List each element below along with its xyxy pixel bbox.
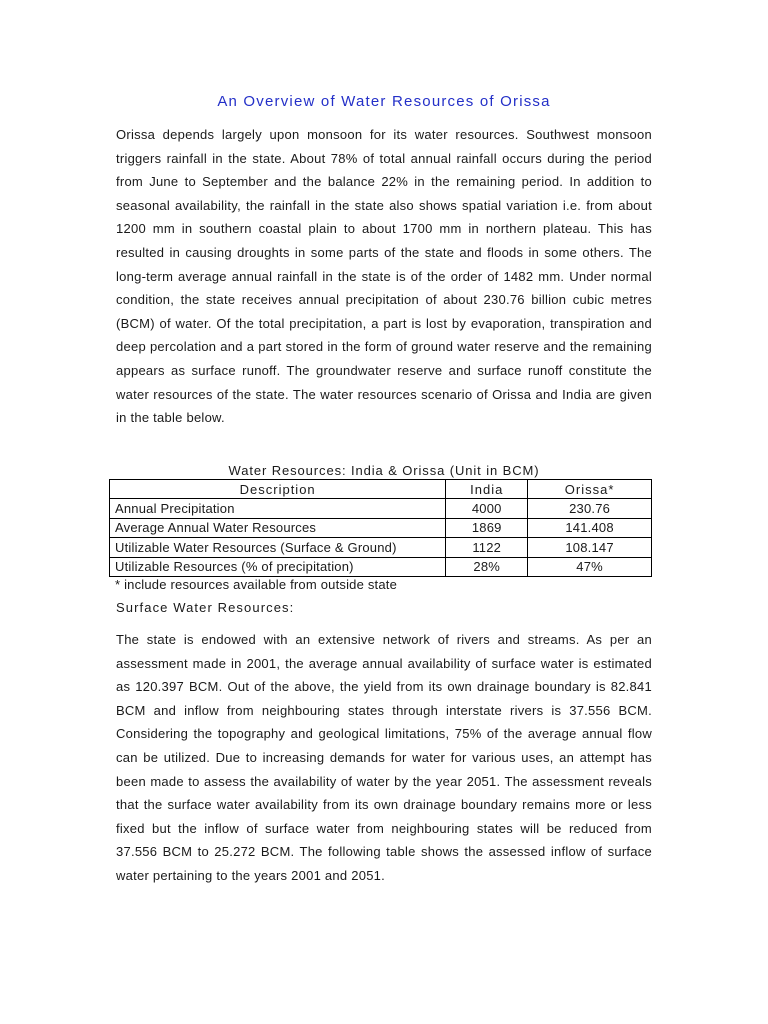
row-orissa-value: 230.76 <box>528 499 652 518</box>
row-orissa-value: 141.408 <box>528 518 652 537</box>
table-row <box>110 518 652 537</box>
row-india-value: 4000 <box>446 499 528 518</box>
row-india-value: 1869 <box>446 518 528 537</box>
column-header-description: Description <box>110 480 446 499</box>
surface-water-paragraph: The state is endowed with an extensive network of rivers and streams. As per an assessment made in 2001, the average annual availability of surface water is estimated as 120.397 BCM. Out of the above, the yield from its own drainage boundary is 82.841 BCM and inflow from neighbouring states through interstate rivers is 37.556 BCM. Considering the topography and geological limitations, 75% of the average annual flow can be utilized. Due to increasing demands for water for various uses, an attempt has been made to assess the availability of water by the year 2051. The assessment reveals that the surface water availability from its own drainage boundary remains more or less fixed but the inflow of surface water from neighbouring states will be reduced from 37.556 BCM to 25.272 BCM. The following table shows the assessed inflow of surface water pertaining to the years 2001 and 2051. <box>116 632 652 883</box>
row-orissa-value: 47% <box>528 557 652 576</box>
intro-paragraph: Orissa depends largely upon monsoon for its water resources. Southwest monsoon triggers rainfall in the state. About 78% of total annual rainfall occurs during the period from June to September and the balance 22% in the remaining period. In addition to seasonal availability, the rainfall in the state also shows spatial variation i.e. from about 1200 mm in southern coastal plain to about 1700 mm in northern plateau. This has resulted in causing droughts in some parts of the state and floods in some others. The long-term average annual rainfall in the state is of the order of 1482 mm. Under normal condition, the state receives annual precipitation of about 230.76 billion cubic metres (BCM) of water. Of the total precipitation, a part is lost by evaporation, transpiration and deep percolation and a part stored in the form of ground water reserve and the remaining appears as surface runoff. The groundwater reserve and surface runoff constitute the water resources of the state. The water resources scenario of Orissa and India are given in the table below. <box>116 127 652 426</box>
water-resources-table <box>109 479 652 577</box>
table-row <box>110 499 652 518</box>
row-india-value: 1122 <box>446 538 528 557</box>
row-description: Utilizable Water Resources (Surface & Ground) <box>110 538 446 557</box>
column-header-orissa: Orissa* <box>528 480 652 499</box>
row-description: Utilizable Resources (% of precipitation) <box>110 557 446 576</box>
row-orissa-value: 108.147 <box>528 538 652 557</box>
table-footnote: * include resources available from outside state <box>115 577 398 592</box>
page-title: An Overview of Water Resources of Orissa <box>217 93 551 110</box>
table-row <box>110 557 652 576</box>
table-header-row <box>110 480 652 499</box>
column-header-india: India <box>446 480 528 499</box>
section-heading: Surface Water Resources: <box>116 600 295 615</box>
table-row <box>110 538 652 557</box>
table-caption: Water Resources: India & Orissa (Unit in BCM) <box>228 463 540 478</box>
row-description: Average Annual Water Resources <box>110 518 446 537</box>
row-india-value: 28% <box>446 557 528 576</box>
row-description: Annual Precipitation <box>110 499 446 518</box>
